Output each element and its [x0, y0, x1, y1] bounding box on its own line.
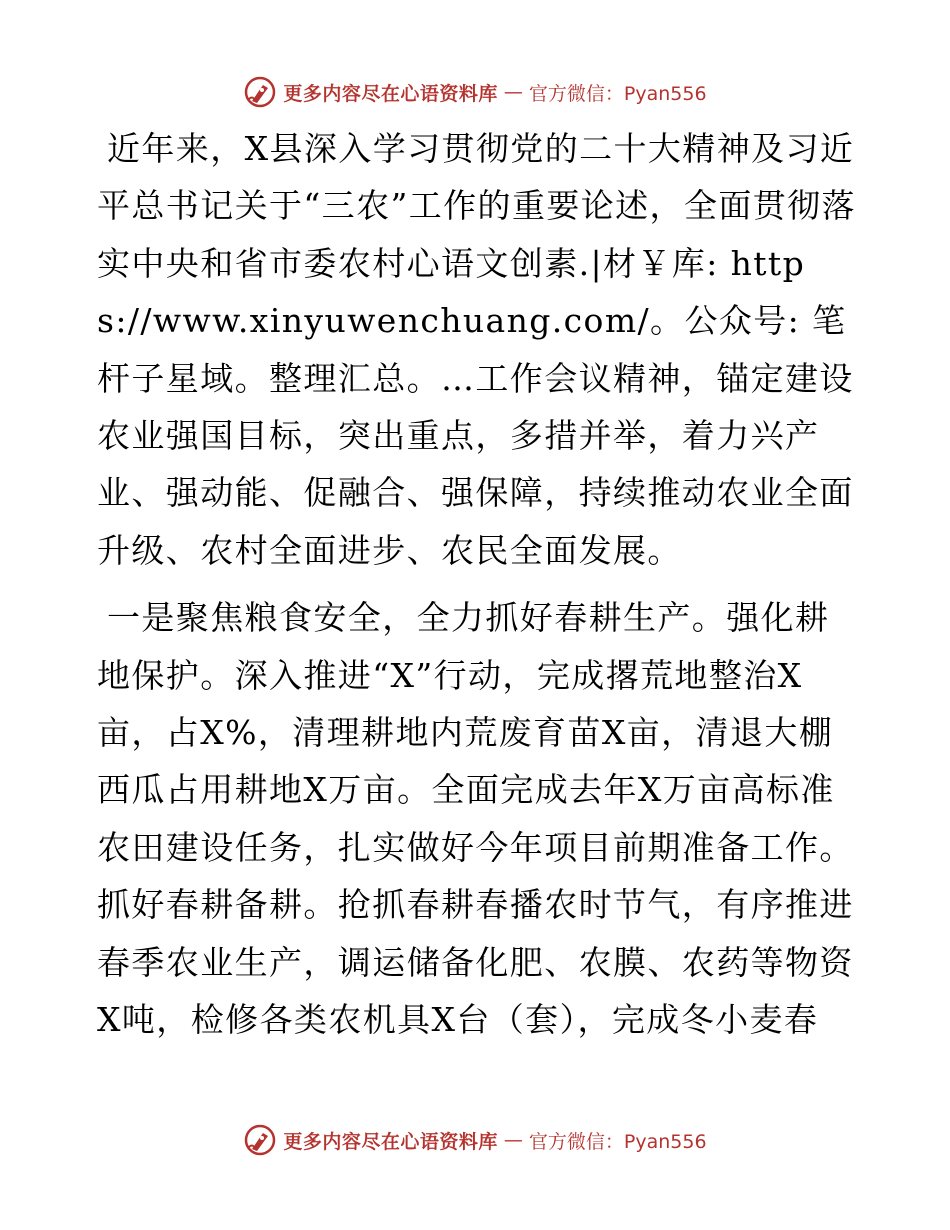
footer-banner-contact: 官方微信：Pyan556: [528, 1130, 707, 1153]
document-body: [97, 120, 857, 1049]
footer-banner-dash: —: [503, 1129, 523, 1151]
pen-nib-logo-icon: [243, 1123, 277, 1157]
header-banner-contact: 官方微信：Pyan556: [528, 82, 707, 105]
header-banner-text: 更多内容尽在心语资料库: [283, 82, 498, 105]
header-banner-dash: —: [503, 81, 523, 103]
header-banner: [0, 72, 950, 112]
paragraph-intro: 近年来，X县深入学习贯彻党的二十大精神及习近平总书记关于“三农”工作的重要论述，全面贯彻落实中央和省市委农村心语文创素.|材￥库: https://www.xinyuwenchuang.com/。公众号: 笔杆子星域。整理汇总。…工作会议精神，锚定建设农业强国目标，突出重点，多措并举，着力兴产业、强动能、促融合、强保障，持续推动农业全面升级、农村全面进步、农民全面发展。: [97, 129, 856, 570]
paragraph-grain-security: 一是聚焦粮食安全，全力抓好春耕生产。强化耕地保护。深入推进“X”行动，完成撂荒地整治X亩，占X%，清理耕地内荒废育苗X亩，清退大棚西瓜占用耕地X万亩。全面完成去年X万亩高标准农田建设任务，扎实做好今年项目前期准备工作。抓好春耕备耕。抢抓春耕春播农时节气，有序推进春季农业生产，调运储备化肥、农膜、农药等物资X吨，检修各类农机具X台（套），完成冬小麦春: [97, 598, 854, 1040]
footer-banner: [0, 1120, 950, 1160]
pen-nib-logo-icon: [243, 75, 277, 109]
footer-banner-text: 更多内容尽在心语资料库: [283, 1130, 498, 1153]
